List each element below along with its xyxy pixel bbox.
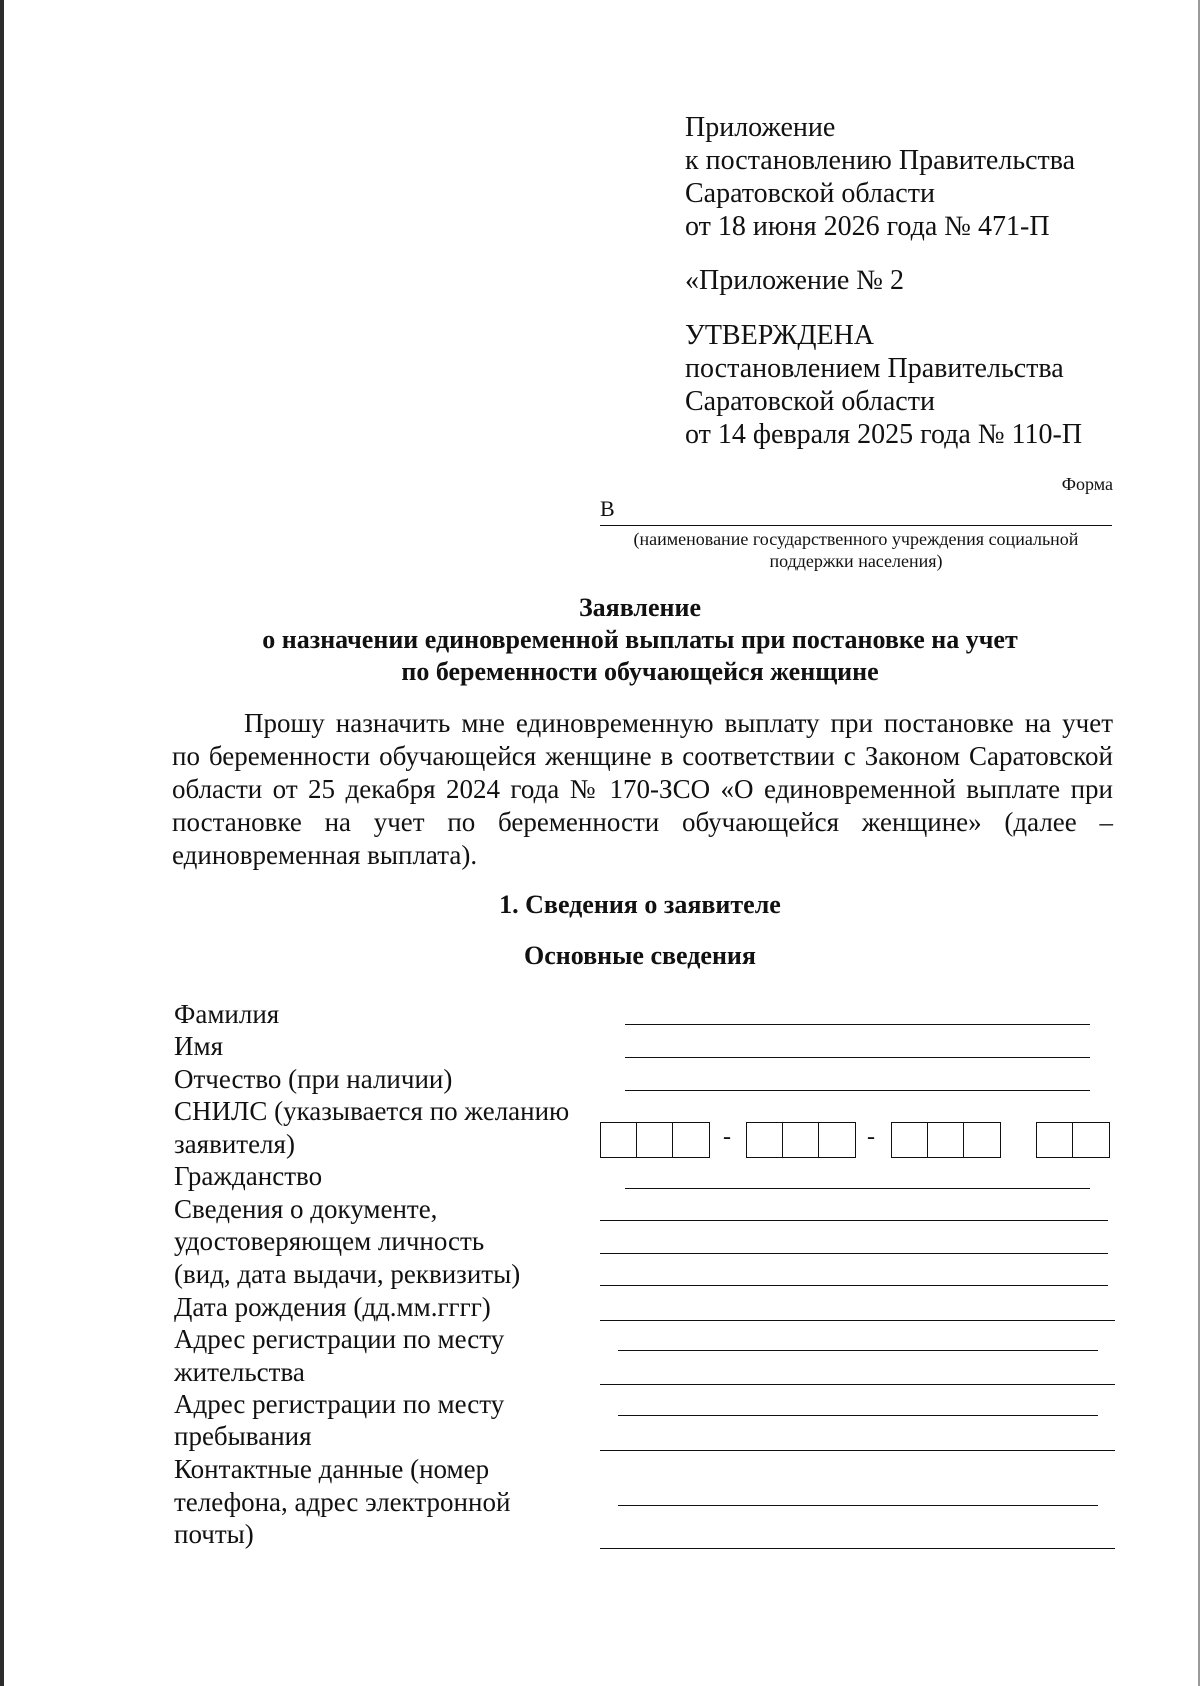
citizenship-label: Гражданство	[174, 1161, 323, 1191]
name-label: Имя	[174, 1031, 224, 1061]
snils-group-3[interactable]	[891, 1122, 1001, 1158]
appendix-2-label: «Приложение № 2	[685, 265, 904, 296]
approved-line-2: постановлением Правительства	[685, 353, 1064, 384]
stay-address-field-line-1[interactable]	[618, 1415, 1098, 1416]
citizenship-field[interactable]	[625, 1188, 1090, 1189]
appendix-line-1: Приложение	[685, 112, 836, 143]
snils-group-4[interactable]	[1036, 1122, 1110, 1158]
birth-date-label: Дата рождения (дд.мм.гггг)	[174, 1292, 491, 1322]
appendix-line-4: от 18 июня 2026 года № 471-П	[685, 211, 1050, 242]
reg-address-field-line-1[interactable]	[618, 1350, 1098, 1351]
snils-digit-box[interactable]	[819, 1123, 855, 1157]
recipient-caption	[600, 528, 1112, 572]
snils-digit-box[interactable]	[1073, 1123, 1109, 1157]
recipient-caption-line-1: (наименование государственного учреждения социальной	[633, 529, 1079, 549]
id-doc-field-line-1[interactable]	[600, 1220, 1108, 1221]
title-line-1: Заявление	[578, 593, 702, 622]
approved-line-1: УТВЕРЖДЕНА	[685, 320, 875, 351]
recipient-fill-line[interactable]	[600, 525, 1112, 526]
appendix-line-2: к постановлению Правительства	[685, 145, 1076, 176]
id-doc-field-line-3[interactable]	[600, 1285, 1108, 1286]
reg-address-field-line-2[interactable]	[600, 1384, 1115, 1385]
surname-label: Фамилия	[174, 999, 280, 1029]
snils-digit-box[interactable]	[747, 1123, 783, 1157]
patronymic-label: Отчество (при наличии)	[174, 1064, 453, 1094]
contacts-label-line-1: Контактные данные (номер	[174, 1454, 490, 1484]
id-doc-field-line-2[interactable]	[600, 1253, 1108, 1254]
snils-group-2[interactable]	[746, 1122, 856, 1158]
snils-digit-box[interactable]	[928, 1123, 964, 1157]
id-doc-label-line-3: (вид, дата выдачи, реквизиты)	[174, 1259, 521, 1289]
snils-separator-1: -	[723, 1124, 731, 1150]
snils-label-line-2: заявителя)	[174, 1129, 295, 1159]
contacts-label-line-3: почты)	[174, 1519, 254, 1549]
patronymic-field[interactable]	[625, 1090, 1090, 1091]
section-1-subtitle: Основные сведения	[524, 941, 756, 970]
approved-line-4: от 14 февраля 2025 года № 110-П	[685, 419, 1083, 450]
section-1-title: 1. Сведения о заявителе	[499, 890, 781, 919]
scan-left-edge	[0, 0, 4, 1686]
recipient-caption-line-2: поддержки населения)	[769, 551, 943, 571]
snils-digit-box[interactable]	[673, 1123, 709, 1157]
snils-digit-box[interactable]	[783, 1123, 819, 1157]
name-field[interactable]	[625, 1057, 1090, 1058]
title-line-2: о назначении единовременной выплаты при постановке на учет	[262, 625, 1018, 654]
id-doc-label-line-2: удостоверяющем личность	[174, 1226, 485, 1256]
snils-digit-box[interactable]	[601, 1123, 637, 1157]
stay-address-label-line-2: пребывания	[174, 1421, 312, 1451]
title-line-3: по беременности обучающейся женщине	[401, 657, 879, 686]
stay-address-field-line-2[interactable]	[600, 1450, 1115, 1451]
appendix-line-3: Саратовской области	[685, 178, 935, 209]
snils-group-1[interactable]	[600, 1122, 710, 1158]
snils-separator-2: -	[867, 1124, 875, 1150]
approved-line-3: Саратовской области	[685, 386, 935, 417]
snils-digit-box[interactable]	[1037, 1123, 1073, 1157]
id-doc-label-line-1: Сведения о документе,	[174, 1194, 438, 1224]
surname-field[interactable]	[625, 1024, 1090, 1025]
document-title	[170, 592, 1110, 688]
form-label: Форма	[1061, 474, 1113, 494]
reg-address-label-line-1: Адрес регистрации по месту	[174, 1324, 505, 1354]
recipient-prefix: В	[600, 496, 615, 521]
snils-digit-box[interactable]	[892, 1123, 928, 1157]
snils-label-line-1: СНИЛС (указывается по желанию	[174, 1096, 570, 1126]
contacts-field-line-1[interactable]	[618, 1505, 1098, 1506]
snils-digit-box[interactable]	[964, 1123, 1000, 1157]
contacts-field-line-2[interactable]	[600, 1548, 1115, 1549]
contacts-label-line-2: телефона, адрес электронной	[174, 1487, 511, 1517]
reg-address-label-line-2: жительства	[174, 1357, 305, 1387]
stay-address-label-line-1: Адрес регистрации по месту	[174, 1389, 505, 1419]
request-paragraph: Прошу назначить мне единовременную выплату при постановке на учет по беременности обучающейся женщине в соответствии с Законом Саратовской области от 25 декабря 2024 года № 170-ЗСО «О единовременной выплате при постановке на учет по беременности обучающейся женщине» (далее – единовременная выплата).	[172, 708, 1113, 870]
snils-digit-box[interactable]	[637, 1123, 673, 1157]
birth-date-field[interactable]	[600, 1320, 1115, 1321]
